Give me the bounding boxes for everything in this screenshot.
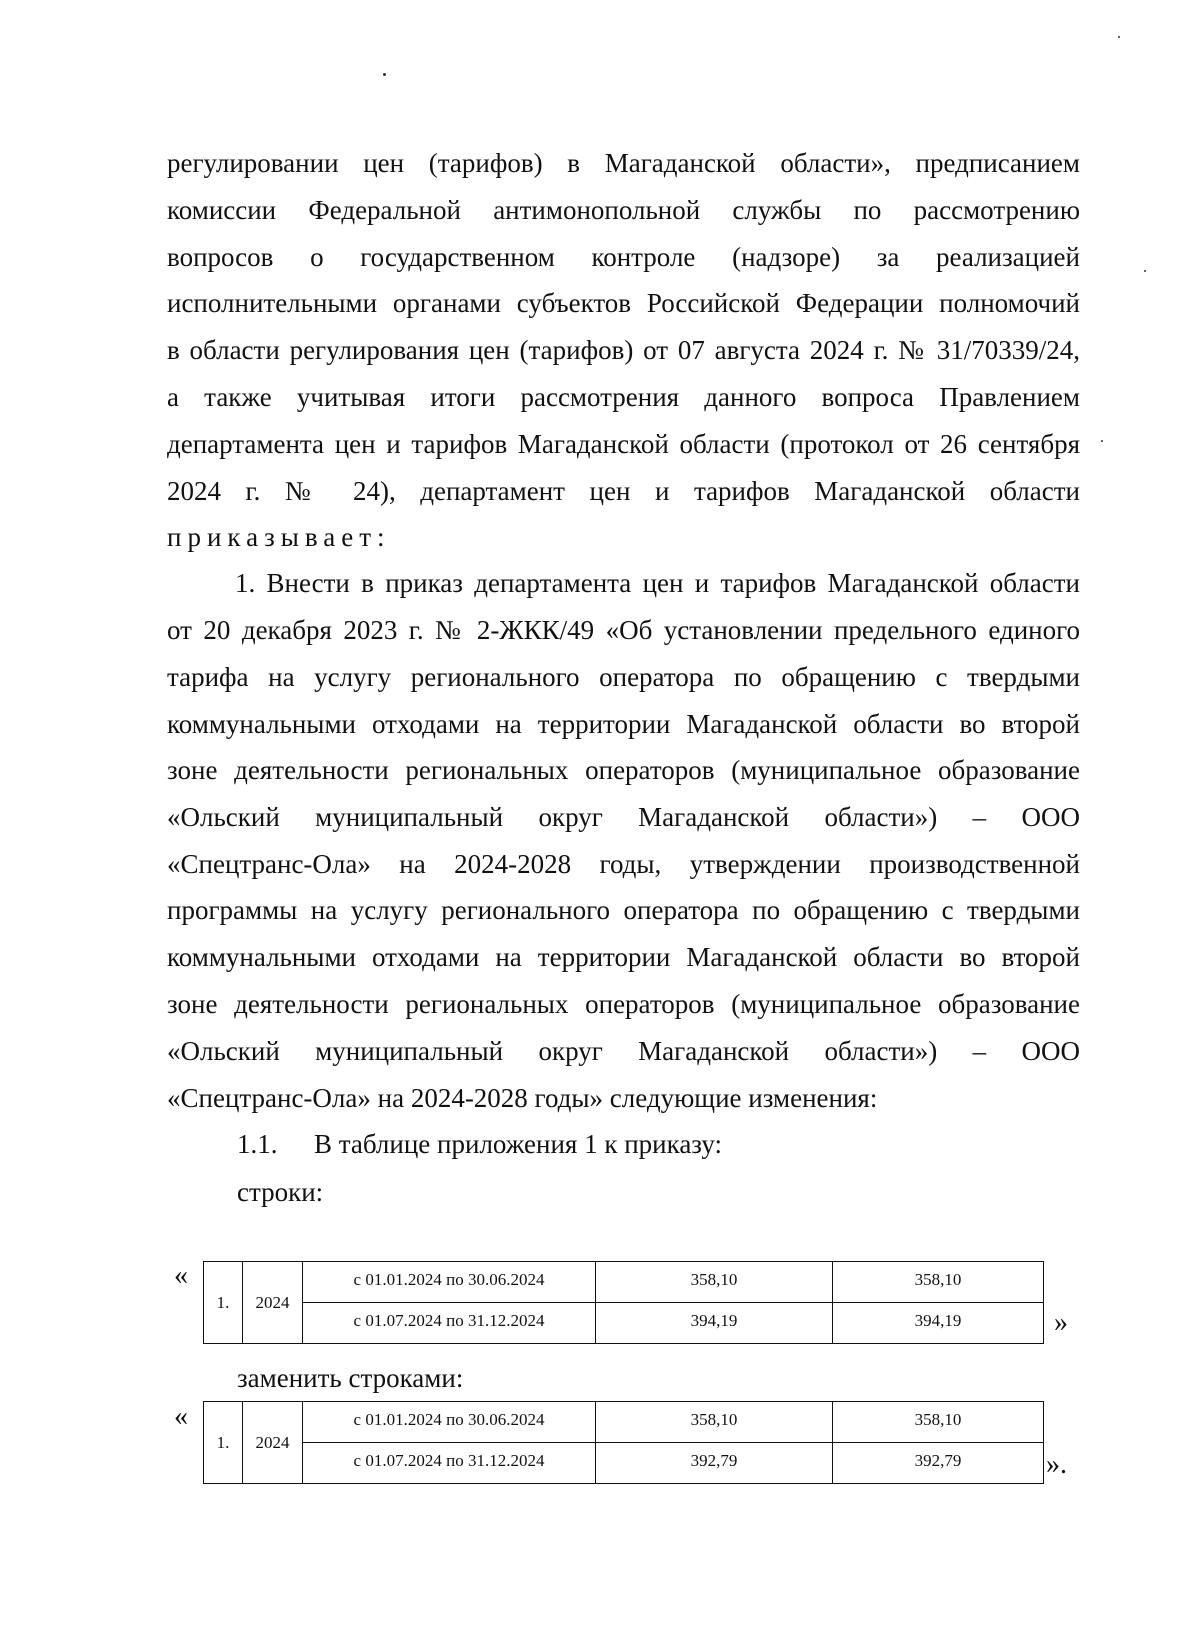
item-line: «Спецтранс-Ола» на 2024-2028 годы» следующие изменения:: [167, 1083, 878, 1113]
paragraph-line: а также учитывая итоги рассмотрения данного вопроса Правлением: [167, 382, 1080, 412]
decree-word: приказывает:: [167, 522, 391, 552]
sub-item-text: В таблице приложения 1 к приказу:: [314, 1129, 723, 1159]
item-line: «Ольский муниципальный округ Магаданской области») – ООО: [167, 802, 1080, 832]
close-quote: ».: [1046, 1449, 1067, 1480]
value-cell: 392,79: [833, 1443, 1044, 1484]
replace-label: заменить строками:: [237, 1363, 464, 1393]
item-line: зоне деятельности региональных операторов (муниципальное образование: [167, 755, 1080, 785]
value-cell: 358,10: [596, 1262, 833, 1303]
new-rows-table: [203, 1401, 1044, 1484]
item-line: зоне деятельности региональных операторов (муниципальное образование: [167, 989, 1080, 1019]
period-cell: с 01.07.2024 по 31.12.2024: [303, 1443, 596, 1484]
open-quote: «: [174, 1260, 188, 1291]
paragraph-line: департамента цен и тарифов Магаданской области (протокол от 26 сентября: [167, 429, 1080, 459]
item-line: коммунальными отходами на территории Магаданской области во второй: [167, 942, 1080, 972]
table-row: [204, 1262, 1044, 1303]
item-line: от 20 декабря 2023 г. № 2-ЖКК/49 «Об установлении предельного единого: [167, 615, 1080, 645]
old-rows-table: [203, 1261, 1044, 1344]
value-cell: 394,19: [833, 1303, 1044, 1344]
value-cell: 392,79: [596, 1443, 833, 1484]
value-cell: 358,10: [833, 1402, 1044, 1443]
paragraph-line: регулировании цен (тарифов) в Магаданской области», предписанием: [167, 148, 1080, 178]
open-quote: «: [174, 1401, 188, 1432]
table-row: [204, 1443, 1044, 1484]
paragraph-line: в области регулирования цен (тарифов) от 07 августа 2024 г. № 31/70339/24,: [167, 335, 1080, 365]
paragraph-line: комиссии Федеральной антимонопольной службы по рассмотрению: [167, 195, 1080, 225]
period-cell: с 01.01.2024 по 30.06.2024: [303, 1262, 596, 1303]
item-line: программы на услугу регионального оператора по обращению с твердыми: [167, 895, 1080, 925]
scan-speck: [383, 73, 386, 76]
paragraph-line: 2024 г. № 24), департамент цен и тарифов Магаданской области: [167, 476, 1080, 506]
row-number-cell: 1.: [204, 1402, 243, 1484]
paragraph-line: вопросов о государственном контроле (надзоре) за реализацией: [167, 242, 1080, 272]
year-cell: 2024: [243, 1262, 303, 1344]
scan-speck: [1118, 36, 1120, 38]
value-cell: 394,19: [596, 1303, 833, 1344]
period-cell: с 01.07.2024 по 31.12.2024: [303, 1303, 596, 1344]
year-cell: 2024: [243, 1402, 303, 1484]
table-row: [204, 1402, 1044, 1443]
item-line: «Ольский муниципальный округ Магаданской области») – ООО: [167, 1036, 1080, 1066]
rows-label: строки:: [237, 1177, 324, 1207]
scan-speck: [1101, 440, 1103, 442]
period-cell: с 01.01.2024 по 30.06.2024: [303, 1402, 596, 1443]
row-number-cell: 1.: [204, 1262, 243, 1344]
scan-speck: [1144, 270, 1146, 272]
item-line: тарифа на услугу регионального оператора по обращению с твердыми: [167, 662, 1080, 692]
item-line: «Спецтранс-Ола» на 2024-2028 годы, утверждении производственной: [167, 849, 1080, 879]
close-quote: »: [1054, 1307, 1068, 1338]
item-line: коммунальными отходами на территории Магаданской области во второй: [167, 709, 1080, 739]
value-cell: 358,10: [596, 1402, 833, 1443]
value-cell: 358,10: [833, 1262, 1044, 1303]
table-row: [204, 1303, 1044, 1344]
item-line: 1. Внести в приказ департамента цен и тарифов Магаданской области: [235, 568, 1080, 598]
sub-item-number: 1.1.: [237, 1129, 278, 1159]
paragraph-line: исполнительными органами субъектов Российской Федерации полномочий: [167, 288, 1080, 318]
